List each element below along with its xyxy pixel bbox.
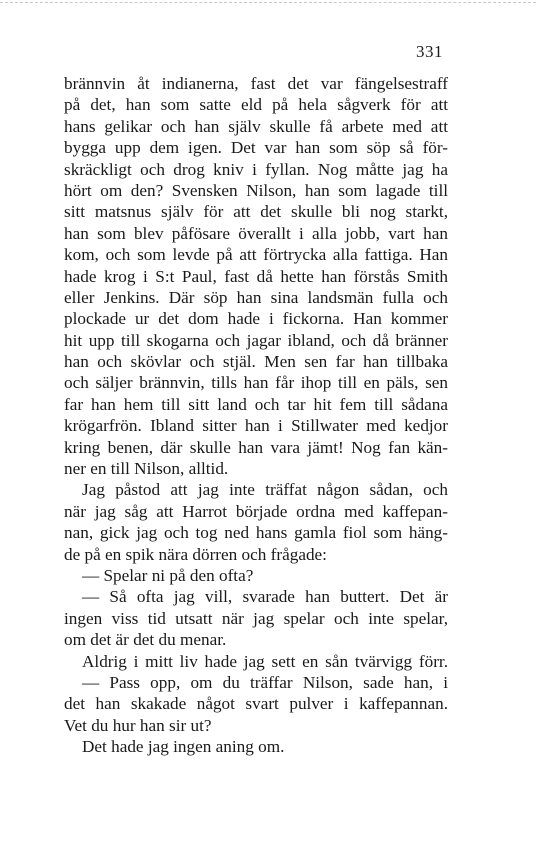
text-line: han och skövlar och stjäl. Men sen far han tillbaka	[64, 352, 448, 372]
text-line: far han hem till sitt land och tar hit fem till sådana	[64, 394, 448, 414]
text-line: Aldrig i mitt liv hade jag sett en sån tvärvigg förr.	[82, 651, 448, 671]
page-number: 331	[416, 42, 443, 61]
text-line: Det hade jag ingen aning om.	[82, 737, 285, 757]
text-line: han som blev påfösare överallt i alla jobb, vart han	[64, 223, 448, 243]
text-line: plockade ur det dom hade i fickorna. Han kommer	[64, 309, 448, 329]
text-line: ner en till Nilson, alltid.	[64, 459, 229, 479]
text-line: sitt matsnus själv för att det skulle bli nog starkt,	[64, 202, 448, 222]
text-line: Vet du hur han sir ut?	[64, 715, 212, 735]
text-line: bygga upp dem igen. Det var han som söp så för-	[64, 138, 448, 158]
text-line: hade krog i S:t Paul, fast då hette han förstås Smith	[64, 266, 448, 286]
text-line: nan, gick jag och tog ned hans gamla fiol som häng-	[64, 523, 448, 543]
text-line: kom, och som levde på att förtrycka alla fattiga. Han	[64, 245, 448, 265]
text-line: hans gelikar och han själv skulle få arbete med att	[64, 116, 448, 136]
body-text	[64, 73, 448, 758]
text-line: när jag såg att Harrot började ordna med kaffepan-	[64, 501, 448, 521]
text-line: kring benen, där skulle han vara jämt! Nog fan kän-	[64, 437, 448, 457]
text-line: — Pass opp, om du träffar Nilson, sade han, i	[82, 672, 448, 692]
text-line: de på en spik nära dörren och frågade:	[64, 544, 327, 564]
text-line: — Spelar ni på den ofta?	[82, 565, 254, 585]
text-line: hört om den? Svensken Nilson, han som lagade till	[64, 180, 448, 200]
text-line: ingen viss tid utsatt när jag spelar och inte spelar,	[64, 608, 448, 628]
text-line: — Så ofta jag vill, svarade han buttert. Det är	[82, 587, 448, 607]
text-line: brännvin åt indianerna, fast det var fängelsestraff	[64, 74, 448, 93]
text-line: på det, han som satte eld på hela sågverk för att	[64, 95, 448, 115]
text-line: Jag påstod att jag inte träffat någon sådan, och	[82, 480, 448, 500]
text-line: hit upp till skogarna och jagar ibland, och då bränner	[64, 330, 448, 350]
text-line: krögarfrön. Ibland sitter han i Stillwater med kedjor	[64, 416, 448, 436]
text-line: skräckligt och drog kniv i fyllan. Nog måtte jag ha	[64, 159, 448, 179]
page-top-edge	[0, 2, 536, 3]
text-line: eller Jenkins. Där söp han sina landsmän fulla och	[64, 287, 448, 307]
text-line: det han skakade något svart pulver i kaffepannan.	[64, 694, 448, 714]
text-line: och säljer brännvin, tills han får ihop till en päls, sen	[64, 373, 448, 393]
text-line: om det är det du menar.	[64, 630, 227, 650]
